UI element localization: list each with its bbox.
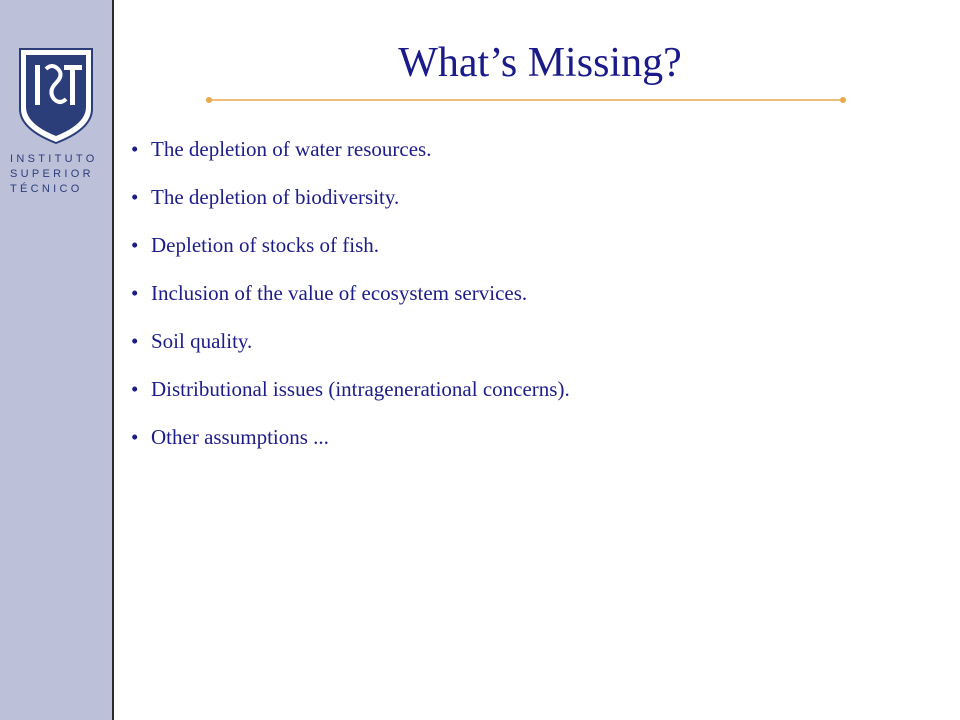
bullet-item [131, 325, 911, 373]
sidebar-panel [0, 0, 114, 720]
bullet-text: Distributional issues (intragenerational concerns). [151, 377, 570, 401]
bullet-text: Depletion of stocks of fish. [151, 233, 380, 257]
ist-logo-icon [18, 47, 94, 145]
bullet-item [131, 421, 911, 469]
bullet-text: Inclusion of the value of ecosystem services. [151, 281, 528, 305]
bullet-marker: • [131, 233, 139, 257]
bullet-marker: • [131, 329, 139, 353]
bullet-item [131, 373, 911, 421]
bullet-marker: • [131, 137, 139, 161]
bullet-marker: • [131, 185, 139, 209]
logo-text-line-3: TÉCNICO [10, 183, 83, 195]
logo-text-line-2: SUPERIOR [10, 168, 94, 180]
bullet-item [131, 277, 911, 325]
bullet-marker: • [131, 377, 139, 401]
bullet-list [131, 133, 911, 469]
logo-text-line-1: INSTITUTO [10, 153, 98, 165]
bullet-text: Soil quality. [151, 329, 253, 353]
bullet-marker: • [131, 281, 139, 305]
title-rule [206, 96, 846, 104]
rule-dot-left [206, 97, 212, 103]
bullet-item [131, 181, 911, 229]
bullet-text: The depletion of biodiversity. [151, 185, 400, 209]
bullet-item [131, 133, 911, 181]
bullet-item [131, 229, 911, 277]
bullet-text: Other assumptions ... [151, 425, 329, 449]
slide-title: What’s Missing? [398, 40, 682, 86]
rule-dot-right [840, 97, 846, 103]
bullet-text: The depletion of water resources. [151, 137, 432, 161]
bullet-marker: • [131, 425, 139, 449]
